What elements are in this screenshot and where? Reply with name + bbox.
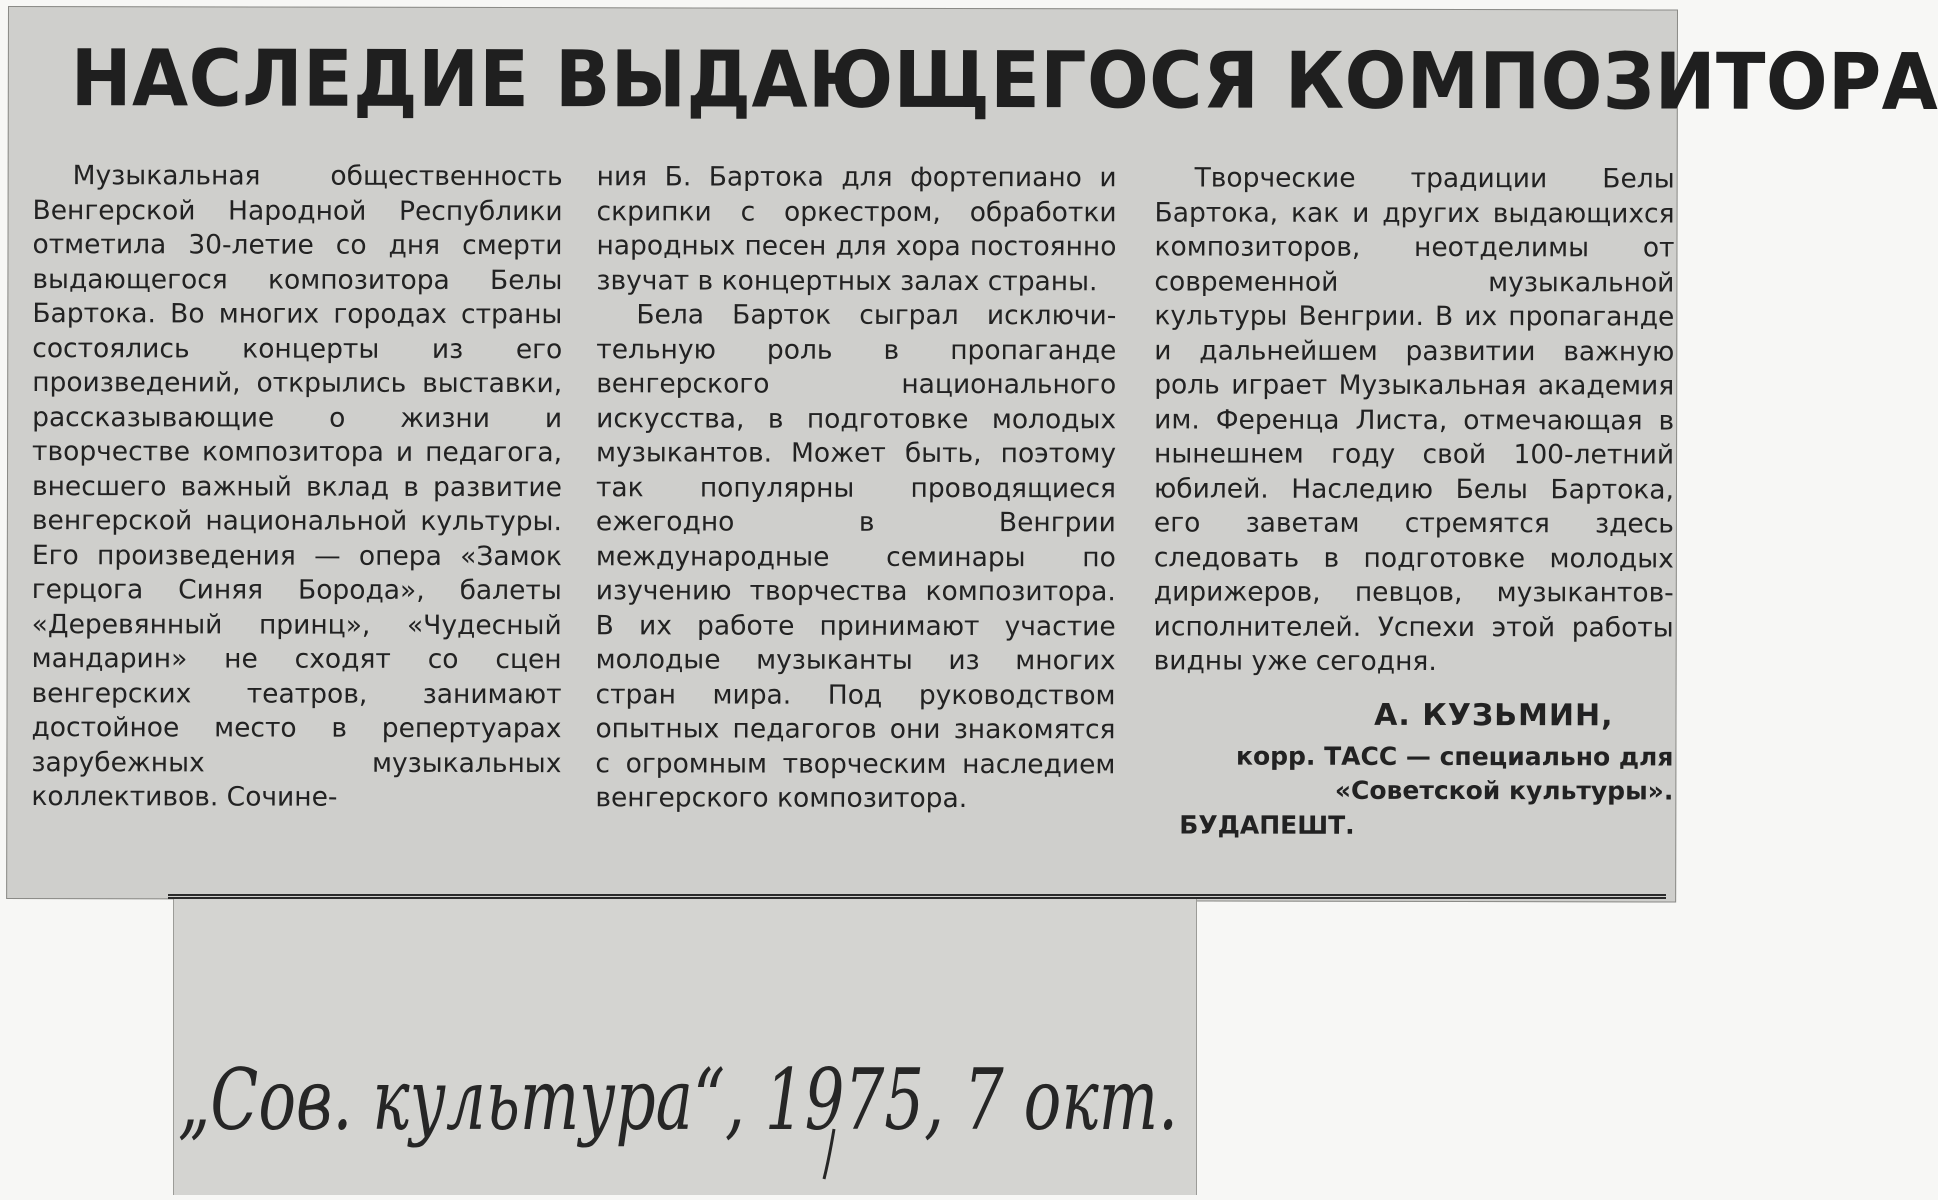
column-1-paragraph-1: Музыкальная общественность Венгерской Народной Республики отметила 30-летие со дня смерти выдающегося композитора Белы Бартока. Во многих городах страны состоялись концерты из его произведений, открылись выставки, рассказывающие о жизни и творчестве композитора и педагога, внесшего важный вклад в развитие венгерской национальной культуры. Его произведения — опера «Замок герцога Синяя Борода», балеты «Деревянный принц», «Чудесный мандарин» не сходят со сцен венгерских театров, занимают достойное место в репертуарах зарубежных музыкальных коллективов. Сочине-	[31, 160, 563, 813]
source-note-slip	[173, 899, 1197, 1195]
newspaper-clipping	[6, 6, 1938, 902]
handwritten-source-text: „Сов. культура“, 1975, 7 окт.	[178, 1051, 1178, 1149]
article-column-1	[31, 159, 563, 880]
author-name: А. КУЗЬМИН,	[1374, 697, 1614, 733]
article-signature	[1153, 691, 1673, 844]
author-affiliation: корр. ТАСС — специально для «Советской культуры».	[1235, 741, 1674, 806]
article-column-3	[1153, 161, 1675, 882]
handwritten-source-note	[174, 1011, 1196, 1161]
column-2-paragraph-1: ния Б. Бартока для фортепиано и скрипки с оркестром, обработки народных песен для хора постоянно звучат в концертных залах страны.	[596, 161, 1117, 297]
dateline-city: БУДАПЕШТ.	[1179, 809, 1355, 840]
article-column-2	[595, 160, 1117, 881]
column-3-paragraph-1: Творческие традиции Белы Бартока, как и других выдающихся композиторов, неотделимы от современной музыкальной культуры Венгрии. В их пропаганде и дальнейшем развитии важную роль играет Музыкальная академия им. Ференца Листа, отмечающая в нынешнем году свой 100-летний юбилей. Наследию Белы Бартока, его заветам стремятся здесь следовать в подготовке молодых дирижеров, певцов, музыкантов-исполнителей. Успехи этой работы видны уже сегодня.	[1153, 162, 1675, 677]
column-2-paragraph-2: Бела Барток сыграл исключительную роль в пропаганде венгерского национального искусства, в подготовке молодых музыкантов. Может быть, поэтому так популярны проводящиеся ежегодно в Венгрии международные семинары по изучению творчества композитора. В их работе принимают участие молодые музыканты из многих стран мира. Под руководством опытных педагогов они знакомятся с огромным творческим наследием венгерского композитора.	[595, 299, 1117, 815]
article-headline: НАСЛЕДИЕ ВЫДАЮЩЕГОСЯ КОМПОЗИТОРА	[70, 34, 1938, 129]
